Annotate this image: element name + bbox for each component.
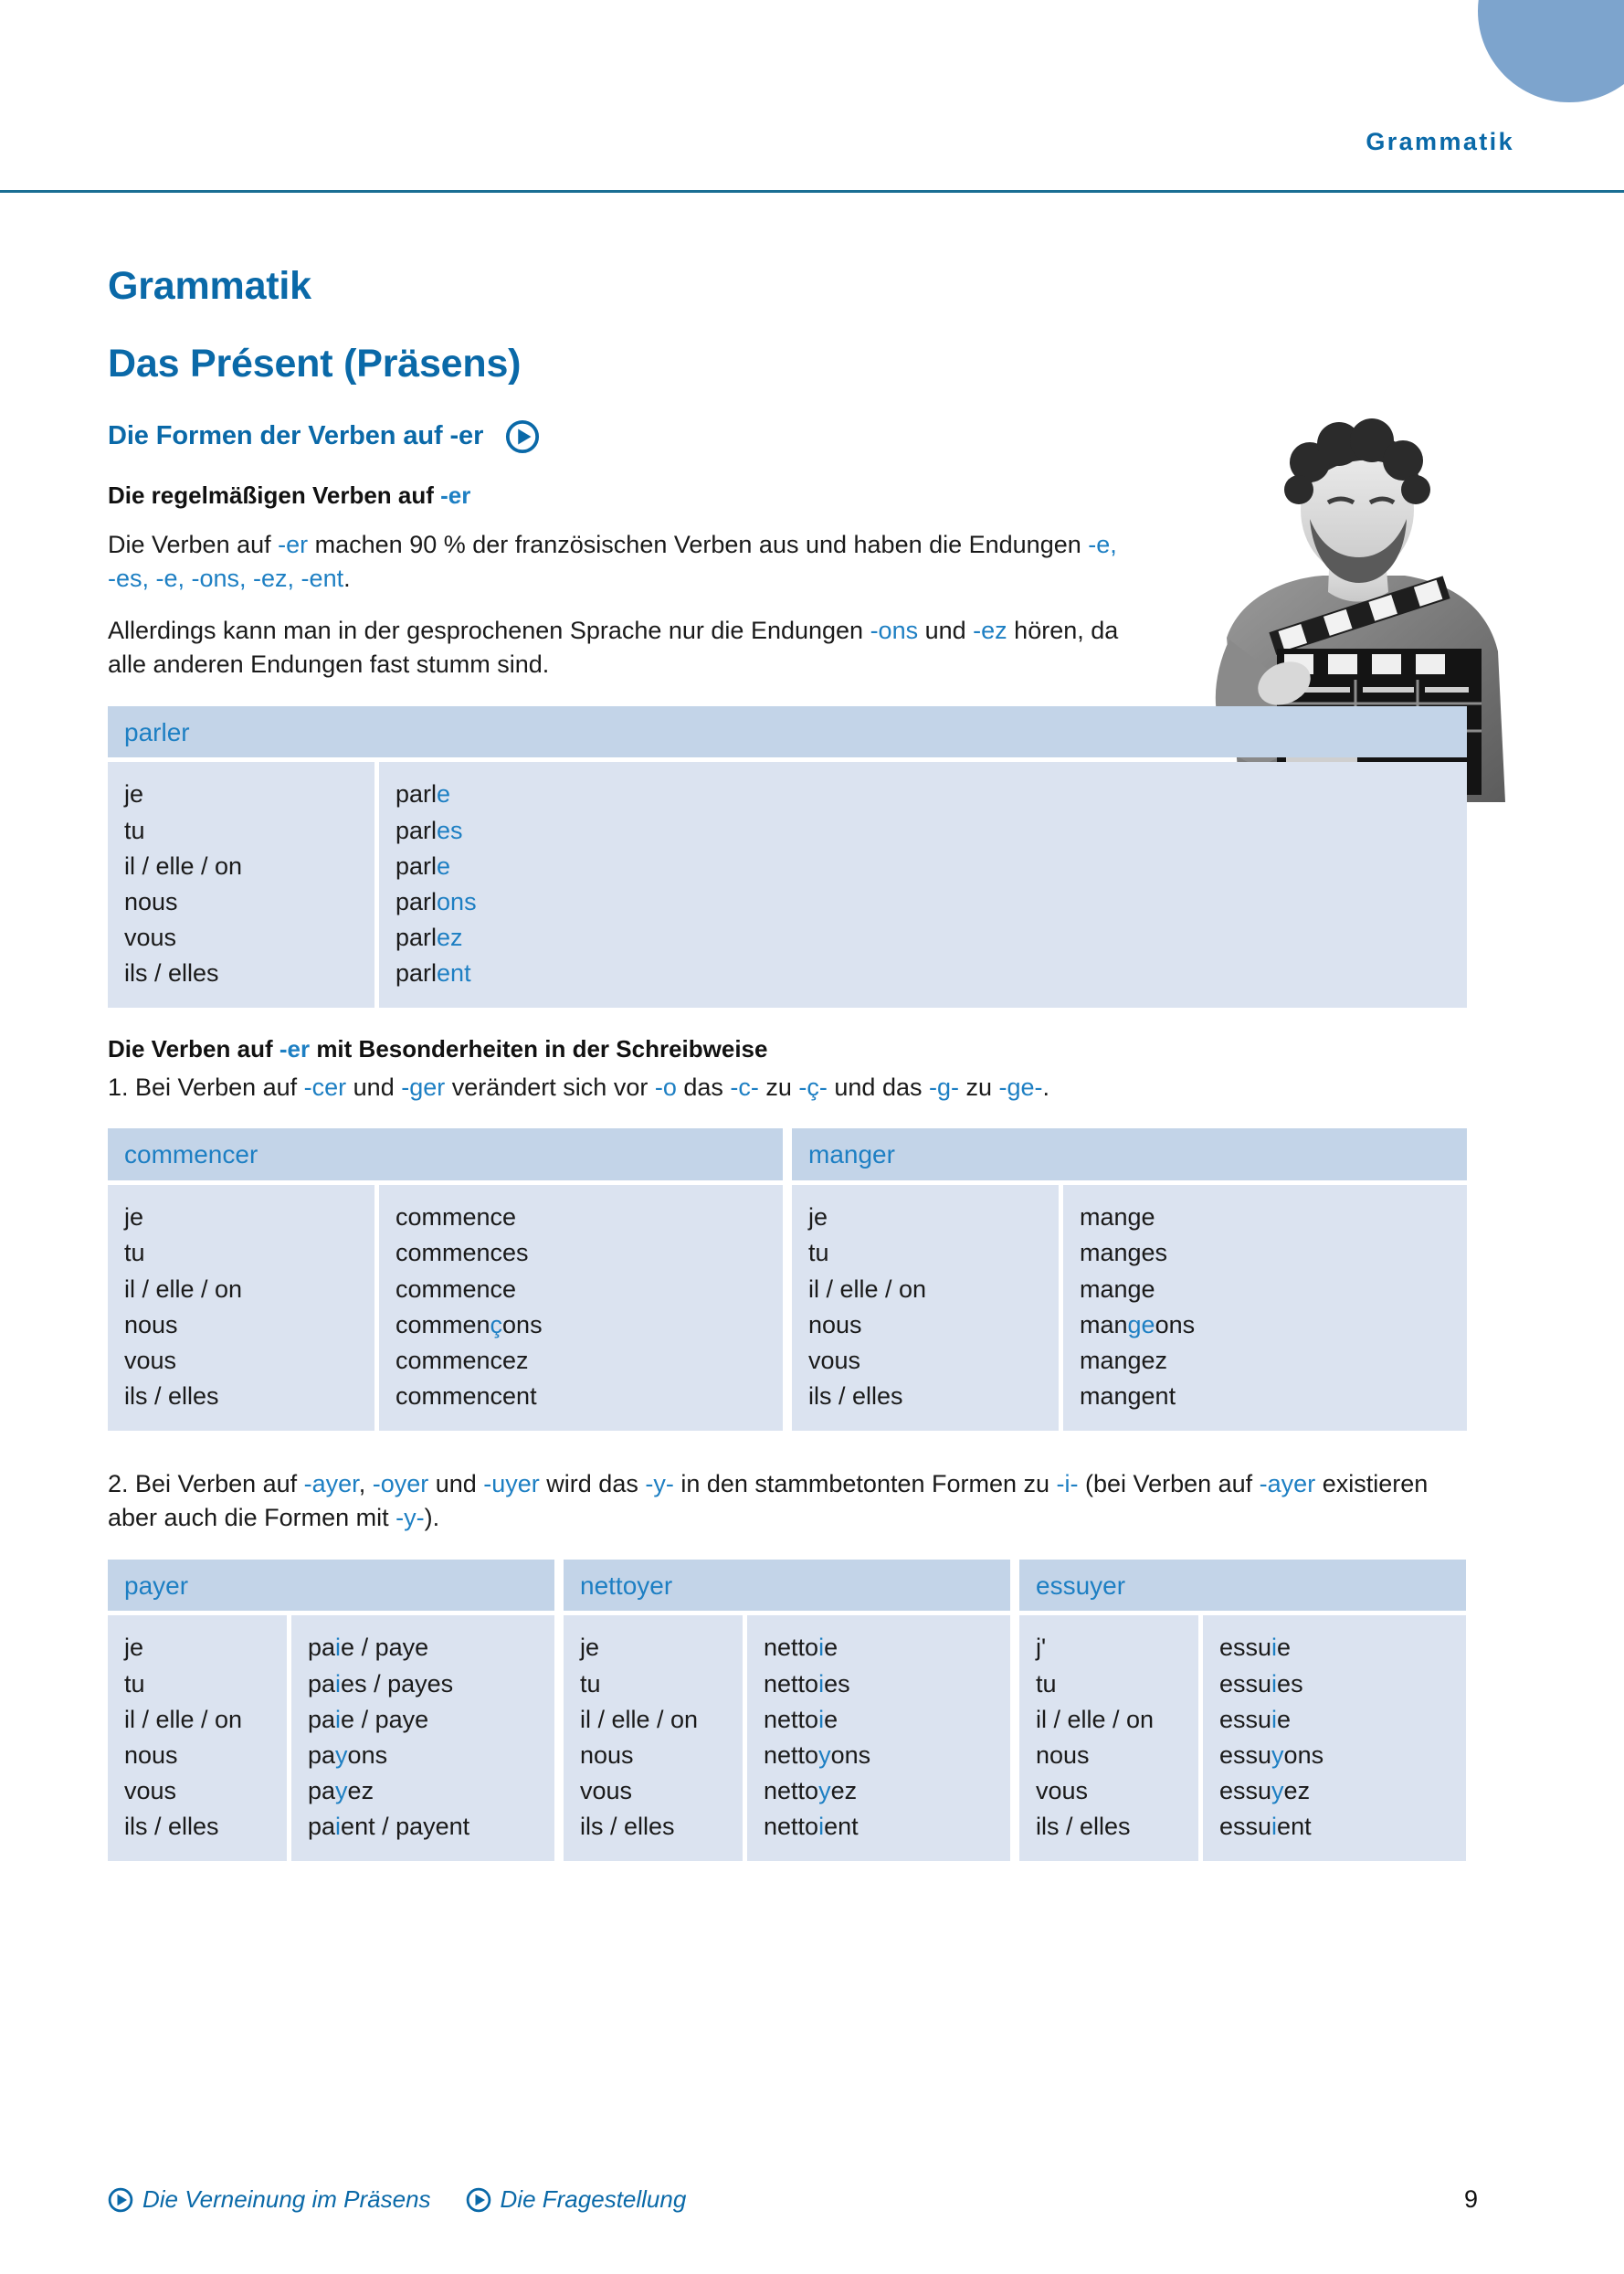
- paragraph-endings: [108, 528, 1131, 597]
- text-highlight: -ger: [401, 1074, 446, 1102]
- pronoun-cell: je: [808, 1203, 828, 1232]
- pronoun-cell: nous: [580, 1740, 634, 1769]
- text-segment: und: [918, 617, 974, 645]
- paragraph-rule-1: [108, 1071, 1469, 1105]
- form-column: [747, 1615, 1010, 1861]
- table-header-infinitive: parler: [108, 706, 1467, 758]
- text-segment: ).: [424, 1504, 440, 1532]
- verb-form-cell: parle: [395, 851, 451, 880]
- verb-form-cell: essuyez: [1219, 1776, 1311, 1804]
- pronoun-cell: il / elle / on: [124, 1705, 243, 1733]
- text-highlight: -y-: [395, 1504, 425, 1532]
- pronoun-column: [792, 1185, 1059, 1431]
- pronoun-cell: nous: [808, 1310, 862, 1338]
- minor-head-text: Die regelmäßigen Verben auf: [108, 481, 441, 509]
- pronoun-cell: je: [580, 1634, 600, 1662]
- pronoun-column: [1019, 1615, 1198, 1861]
- table-header-infinitive: nettoyer: [564, 1560, 1010, 1612]
- verb-form-cell: mangez: [1080, 1346, 1168, 1374]
- page-footer: [108, 2185, 1478, 2214]
- verb-form-cell: parles: [395, 816, 463, 844]
- pronoun-cell: il / elle / on: [580, 1705, 699, 1733]
- paragraph-rule-2: [108, 1467, 1469, 1536]
- verb-form-cell: parlez: [395, 923, 463, 951]
- text-highlight: -oyer: [372, 1470, 429, 1498]
- verb-form-cell: parlent: [395, 959, 471, 988]
- verb-form-cell: parle: [395, 780, 451, 809]
- pronoun-cell: il / elle / on: [808, 1274, 927, 1303]
- pronoun-cell: vous: [124, 1776, 177, 1804]
- text-highlight: -ez: [973, 617, 1007, 645]
- text-segment: hören, da alle anderen Endungen fast stumm sind.: [108, 617, 1119, 679]
- pronoun-cell: ils / elles: [580, 1813, 675, 1841]
- text-highlight: -cer: [303, 1074, 347, 1102]
- text-segment: und: [428, 1470, 484, 1498]
- chapter-title: Das Présent (Präsens): [108, 342, 522, 386]
- decorative-corner-circle: [1478, 0, 1624, 102]
- text-highlight: -e, -es, -e, -ons, -ez, -ent: [108, 530, 1117, 592]
- pronoun-cell: tu: [1036, 1669, 1057, 1698]
- form-column: [291, 1615, 554, 1861]
- pronoun-cell: j': [1036, 1634, 1047, 1662]
- footer-link-fragestellung[interactable]: [466, 2185, 687, 2214]
- table-body: [108, 1615, 554, 1861]
- text-segment: Allerdings kann man in der gesprochenen Sprache nur die Endungen: [108, 617, 870, 645]
- form-column: [1203, 1615, 1466, 1861]
- pronoun-cell: nous: [124, 887, 178, 915]
- verb-form-cell: payez: [308, 1776, 374, 1804]
- header-rule: [0, 190, 1624, 193]
- form-column: [1063, 1185, 1467, 1431]
- page-number: 9: [1463, 2185, 1478, 2213]
- pronoun-cell: je: [124, 1203, 144, 1232]
- text-segment: zu: [958, 1074, 999, 1102]
- footer-link-label: Die Verneinung im Präsens: [142, 2185, 431, 2213]
- pronoun-column: [108, 762, 374, 1008]
- text-segment: in den stammbetonten Formen zu: [673, 1470, 1057, 1498]
- verb-form-cell: nettoient: [764, 1813, 859, 1841]
- text-segment: wird das: [539, 1470, 646, 1498]
- text-segment: .: [1042, 1074, 1050, 1102]
- pronoun-cell: tu: [808, 1239, 829, 1267]
- page-content: [108, 265, 1478, 1861]
- verb-form-cell: nettoie: [764, 1705, 838, 1733]
- text-highlight: -er: [278, 530, 309, 558]
- text-highlight: -ons: [870, 617, 919, 645]
- text-highlight: -ç-: [798, 1074, 828, 1102]
- play-icon: [108, 2187, 133, 2213]
- text-highlight: -er: [279, 1035, 311, 1063]
- table-body: [564, 1615, 1010, 1861]
- text-segment: existieren aber auch die Formen mit: [108, 1470, 1429, 1532]
- conjugation-table-row: [108, 706, 1478, 1009]
- table-header-infinitive: manger: [792, 1128, 1467, 1180]
- text-segment: .: [343, 564, 351, 592]
- text-segment: 1. Bei Verben auf: [108, 1074, 304, 1102]
- verb-form-cell: commences: [395, 1239, 529, 1267]
- table-header-infinitive: commencer: [108, 1128, 783, 1180]
- pronoun-cell: je: [124, 780, 144, 809]
- verb-form-cell: essuient: [1219, 1813, 1312, 1841]
- running-head: Grammatik: [1366, 128, 1514, 155]
- pronoun-cell: vous: [124, 1346, 177, 1374]
- text-segment: machen 90 % der französischen Verben aus und haben die Endungen: [308, 530, 1089, 558]
- pronoun-cell: il / elle / on: [124, 1274, 243, 1303]
- pronoun-cell: vous: [1036, 1776, 1089, 1804]
- verb-form-cell: nettoyons: [764, 1740, 871, 1769]
- pronoun-cell: ils / elles: [808, 1381, 903, 1410]
- pronoun-column: [108, 1185, 374, 1431]
- conjugation-table-row: [108, 1560, 1478, 1862]
- text-highlight: -c-: [730, 1074, 759, 1102]
- pronoun-cell: tu: [124, 816, 145, 844]
- play-icon: [466, 2187, 491, 2213]
- text-segment: und: [346, 1074, 402, 1102]
- pronoun-cell: tu: [124, 1239, 145, 1267]
- text-segment: das: [676, 1074, 731, 1102]
- verb-form-cell: paie / paye: [308, 1705, 429, 1733]
- text-highlight: -o: [654, 1074, 677, 1102]
- text-highlight: -i-: [1056, 1470, 1079, 1498]
- conjugation-table-nettoyer: [564, 1560, 1010, 1862]
- conjugation-table-commencer: [108, 1128, 783, 1431]
- form-column: [379, 762, 1467, 1008]
- form-column: [379, 1185, 783, 1431]
- table-body: [1019, 1615, 1466, 1861]
- text-highlight: -ayer: [303, 1470, 359, 1498]
- table-body: [108, 762, 1467, 1008]
- table-body: [108, 1185, 783, 1431]
- verb-form-cell: mange: [1080, 1274, 1155, 1303]
- play-icon[interactable]: [505, 419, 540, 454]
- verb-form-cell: paient / payent: [308, 1813, 470, 1841]
- pronoun-cell: ils / elles: [124, 959, 219, 988]
- footer-link-verneinung[interactable]: [108, 2185, 431, 2214]
- text-segment: Die Verben auf: [108, 1035, 279, 1063]
- verb-form-cell: nettoies: [764, 1669, 850, 1698]
- verb-form-cell: parlons: [395, 887, 477, 915]
- pronoun-column: [108, 1615, 287, 1861]
- verb-form-cell: commencent: [395, 1381, 537, 1410]
- verb-form-cell: essuie: [1219, 1634, 1292, 1662]
- text-segment: verändert sich vor: [445, 1074, 655, 1102]
- minor-heading-regular-verbs: [108, 481, 1478, 510]
- pronoun-cell: je: [124, 1634, 144, 1662]
- text-segment: ,: [358, 1470, 373, 1498]
- verb-form-cell: commence: [395, 1203, 517, 1232]
- subhead: Die Formen der Verben auf -er: [108, 421, 484, 451]
- page-title: Grammatik: [108, 264, 311, 308]
- minor-head-highlight: -er: [440, 481, 471, 509]
- minor-heading-spelling-specials: [108, 1035, 1478, 1063]
- table-header-infinitive: essuyer: [1019, 1560, 1466, 1612]
- verb-form-cell: payons: [308, 1740, 388, 1769]
- verb-form-cell: commence: [395, 1274, 517, 1303]
- text-segment: und das: [827, 1074, 929, 1102]
- verb-form-cell: mangent: [1080, 1381, 1176, 1410]
- pronoun-cell: vous: [580, 1776, 633, 1804]
- footer-link-label: Die Fragestellung: [500, 2185, 687, 2213]
- text-highlight: -y-: [645, 1470, 674, 1498]
- text-highlight: -ge-: [998, 1074, 1043, 1102]
- verb-form-cell: paies / payes: [308, 1669, 454, 1698]
- verb-form-cell: nettoie: [764, 1634, 838, 1662]
- verb-form-cell: manges: [1080, 1239, 1168, 1267]
- conjugation-table-manger: [792, 1128, 1467, 1431]
- verb-form-cell: paie / paye: [308, 1634, 429, 1662]
- verb-form-cell: essuie: [1219, 1705, 1292, 1733]
- text-segment: zu: [758, 1074, 799, 1102]
- verb-form-cell: mangeons: [1080, 1310, 1196, 1338]
- pronoun-cell: tu: [580, 1669, 601, 1698]
- pronoun-cell: ils / elles: [124, 1813, 219, 1841]
- verb-form-cell: essuyons: [1219, 1740, 1324, 1769]
- text-highlight: -uyer: [483, 1470, 540, 1498]
- verb-form-cell: nettoyez: [764, 1776, 858, 1804]
- text-segment: 2. Bei Verben auf: [108, 1470, 304, 1498]
- footer-links: [108, 2185, 686, 2214]
- table-header-infinitive: payer: [108, 1560, 554, 1612]
- pronoun-cell: il / elle / on: [124, 851, 243, 880]
- pronoun-cell: nous: [124, 1310, 178, 1338]
- conjugation-table-parler: [108, 706, 1467, 1009]
- text-segment: (bei Verben auf: [1078, 1470, 1260, 1498]
- verb-form-cell: mange: [1080, 1203, 1155, 1232]
- pronoun-cell: ils / elles: [124, 1381, 219, 1410]
- pronoun-cell: il / elle / on: [1036, 1705, 1155, 1733]
- pronoun-cell: nous: [1036, 1740, 1090, 1769]
- conjugation-table-row: [108, 1128, 1478, 1431]
- text-segment: Die Verben auf: [108, 530, 279, 558]
- conjugation-table-payer: [108, 1560, 554, 1862]
- pronoun-cell: nous: [124, 1740, 178, 1769]
- conjugation-table-essuyer: [1019, 1560, 1466, 1862]
- verb-form-cell: essuies: [1219, 1669, 1303, 1698]
- pronoun-cell: tu: [124, 1669, 145, 1698]
- subhead-row: [108, 419, 1478, 454]
- paragraph-spoken-endings: [108, 614, 1131, 682]
- text-highlight: -g-: [928, 1074, 959, 1102]
- pronoun-cell: vous: [808, 1346, 861, 1374]
- text-segment: mit Besonderheiten in der Schreibweise: [310, 1035, 768, 1063]
- verb-form-cell: commencez: [395, 1346, 529, 1374]
- pronoun-cell: ils / elles: [1036, 1813, 1131, 1841]
- pronoun-column: [564, 1615, 743, 1861]
- pronoun-cell: vous: [124, 923, 177, 951]
- text-highlight: -ayer: [1259, 1470, 1316, 1498]
- table-body: [792, 1185, 1467, 1431]
- verb-form-cell: commençons: [395, 1310, 543, 1338]
